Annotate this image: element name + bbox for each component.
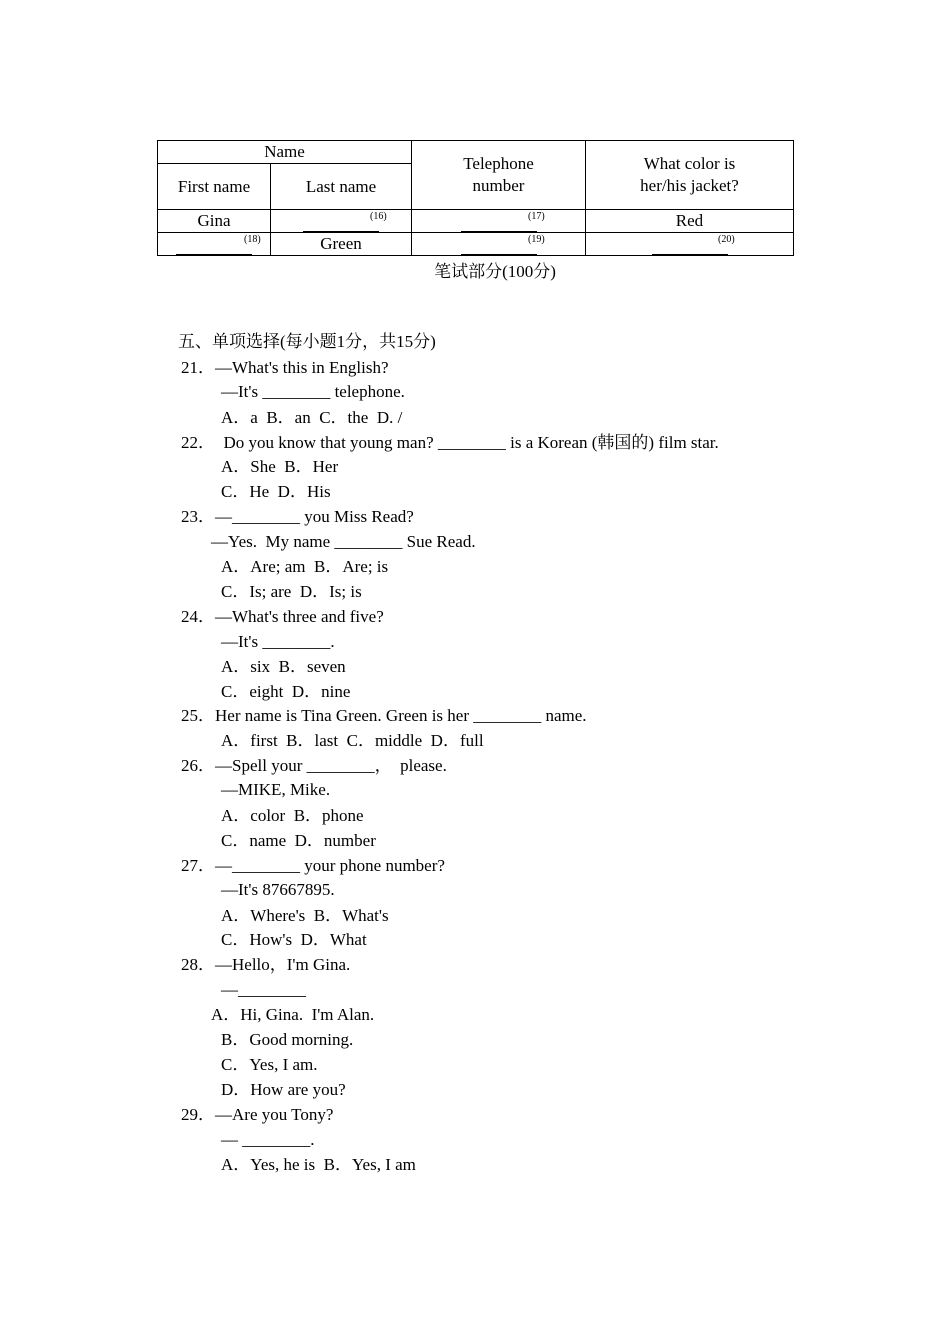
question-21: 21．—What's this in English? <box>181 358 389 377</box>
question-22-options-2: C．He D．His <box>221 482 331 501</box>
header-first-name: First name <box>158 164 271 210</box>
question-23-options-1: A．Are; am B．Are; is <box>221 557 389 576</box>
question-24: 24．—What's three and five? <box>181 607 384 626</box>
written-part-subtitle: 笔试部分(100分) <box>434 262 556 281</box>
question-21-line2: —It's ________ telephone. <box>221 382 405 401</box>
question-23-line2: —Yes. My name ________ Sue Read. <box>211 532 476 551</box>
question-27-options-2: C．How's D．What <box>221 930 367 949</box>
blank-line <box>461 219 537 232</box>
question-24-options-2: C．eight D．nine <box>221 682 351 701</box>
question-26-options-2: C．name D．number <box>221 831 376 850</box>
question-22: 22． Do you know that young man? ________ is a Korean (韩国的) film star. <box>181 433 719 452</box>
question-23-options-2: C．Is; are D．Is; is <box>221 582 362 601</box>
blank-line <box>176 242 252 255</box>
header-last-name: Last name <box>271 164 412 210</box>
blank-18 <box>158 233 271 256</box>
question-25: 25．Her name is Tina Green. Green is her ________ name. <box>181 706 587 725</box>
blank-20 <box>586 233 794 256</box>
question-24-line2: —It's ________. <box>221 632 335 651</box>
blank-line <box>461 242 537 255</box>
question-26-options-1: A．color B．phone <box>221 806 364 825</box>
cell-color-red: Red <box>586 210 794 233</box>
question-26: 26．—Spell your ________， please. <box>181 756 447 775</box>
question-21-options: A．a B．an C．the D. / <box>221 408 403 427</box>
blank-16 <box>271 210 412 233</box>
question-29: 29．—Are you Tony? <box>181 1105 334 1124</box>
question-29-line2: — ________. <box>221 1130 315 1149</box>
section-title: 五、单项选择(每小题1分，共15分) <box>178 332 436 351</box>
question-28: 28．—Hello，I'm Gina. <box>181 955 351 974</box>
header-telephone: Telephone number <box>412 141 586 210</box>
question-28-option-d: D．How are you? <box>221 1080 346 1099</box>
cell-first-gina: Gina <box>158 210 271 233</box>
blank-19 <box>412 233 586 256</box>
question-23: 23．—________ you Miss Read? <box>181 507 414 526</box>
info-table <box>157 140 793 254</box>
blank-number: (17) <box>528 211 545 222</box>
header-color: What color is her/his jacket? <box>586 141 794 210</box>
blank-line <box>303 219 379 232</box>
blank-17 <box>412 210 586 233</box>
question-24-options-1: A．six B．seven <box>221 657 346 676</box>
question-22-options-1: A．She B．Her <box>221 457 339 476</box>
blank-number: (20) <box>718 234 735 245</box>
question-28-option-c: C．Yes, I am. <box>221 1055 318 1074</box>
question-28-option-b: B．Good morning. <box>221 1030 354 1049</box>
blank-line <box>652 242 728 255</box>
blank-number: (19) <box>528 234 545 245</box>
question-27: 27．—________ your phone number? <box>181 856 445 875</box>
blank-number: (18) <box>244 234 261 245</box>
question-29-options: A．Yes, he is B．Yes, I am <box>221 1155 416 1174</box>
question-28-line2: —________ <box>221 980 306 999</box>
header-name: Name <box>158 141 412 164</box>
question-27-line2: —It's 87667895. <box>221 880 335 899</box>
question-26-line2: —MIKE, Mike. <box>221 780 331 799</box>
question-27-options-1: A．Where's B．What's <box>221 906 389 925</box>
question-25-options: A．first B．last C．middle D．full <box>221 731 484 750</box>
cell-last-green: Green <box>271 233 412 256</box>
blank-number: (16) <box>370 211 387 222</box>
question-28-option-a: A．Hi, Gina. I'm Alan. <box>211 1005 375 1024</box>
